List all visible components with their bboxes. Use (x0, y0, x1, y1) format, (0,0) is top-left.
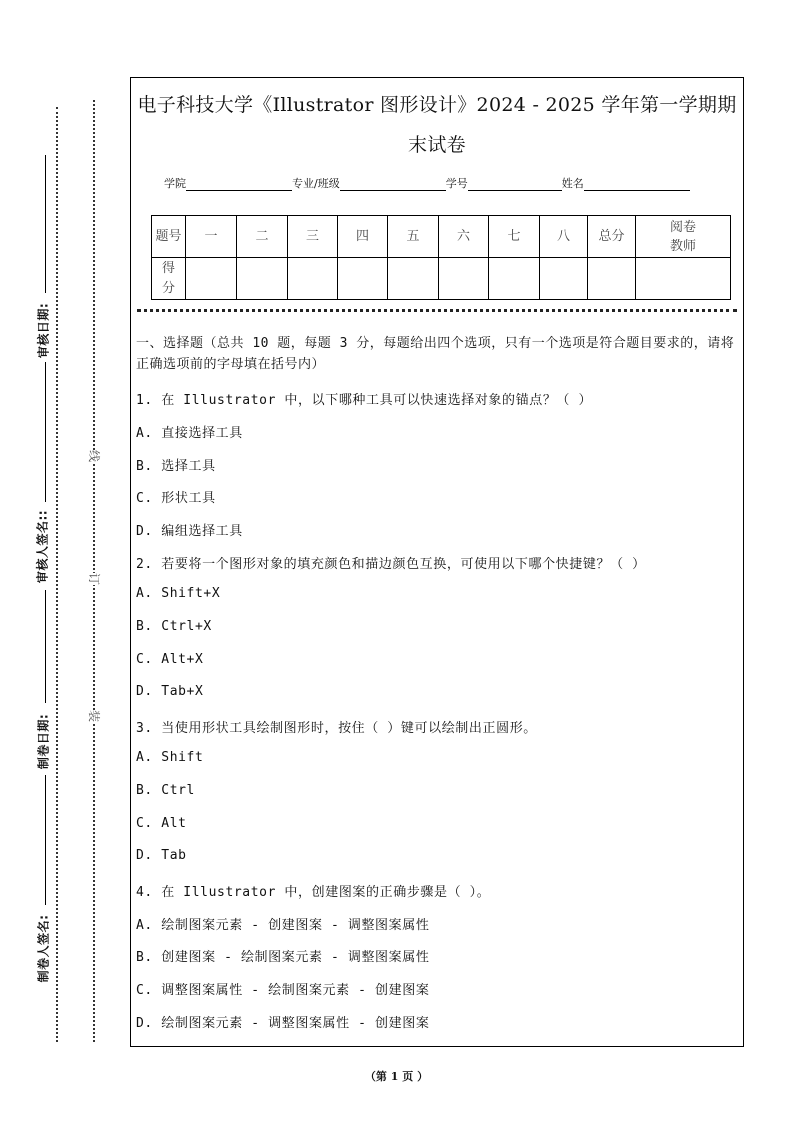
question-3: 3. 当使用形状工具绘制图形时，按住（ ）键可以绘制出正圆形。 (136, 721, 537, 736)
q1-option-d[interactable]: D. 编组选择工具 (136, 524, 243, 539)
q1-option-a[interactable]: A. 直接选择工具 (136, 426, 243, 441)
dotted-separator (137, 309, 737, 312)
signature-line-reviewer (45, 590, 46, 703)
col-header: 八 (540, 216, 588, 258)
row-header-score: 得分 (152, 258, 186, 300)
name-field[interactable] (584, 178, 690, 191)
maker-date-label: 制卷日期: (36, 713, 51, 770)
college-field[interactable] (186, 178, 292, 191)
signature-line-maker-date (45, 775, 46, 905)
q2-option-b[interactable]: B. Ctrl+X (136, 619, 212, 634)
q2-option-c[interactable]: C. Alt+X (136, 652, 204, 667)
score-cell[interactable] (439, 258, 489, 300)
binding-char-zhuang: 装 (87, 709, 102, 723)
student-info-row (164, 175, 690, 191)
maker-signature-label: 制卷人签名: (36, 914, 51, 983)
score-cell-total[interactable] (588, 258, 636, 300)
score-cell[interactable] (338, 258, 388, 300)
q4-option-a[interactable]: A. 绘制图案元素 - 创建图案 - 调整图案属性 (136, 918, 430, 933)
q3-option-d[interactable]: D. Tab (136, 848, 187, 863)
score-cell[interactable] (540, 258, 588, 300)
q4-option-b[interactable]: B. 创建图案 - 绘制图案元素 - 调整图案属性 (136, 950, 430, 965)
q2-option-a[interactable]: A. Shift+X (136, 586, 221, 601)
q3-option-a[interactable]: A. Shift (136, 750, 204, 765)
score-cell[interactable] (288, 258, 338, 300)
score-cell[interactable] (388, 258, 439, 300)
col-header: 五 (388, 216, 439, 258)
exam-title-line2: 末试卷 (408, 134, 466, 156)
col-header: 一 (186, 216, 237, 258)
score-table (151, 215, 731, 300)
name-label: 姓名 (561, 177, 584, 190)
signature-line-review-date-2 (45, 362, 46, 502)
binding-char-ding: 订 (87, 572, 102, 586)
exam-title-line1: 电子科技大学《Illustrator 图形设计》2024 - 2025 学年第一学期期 (137, 94, 737, 116)
col-header: 三 (288, 216, 338, 258)
score-table-score-row (152, 258, 731, 300)
col-header: 七 (489, 216, 540, 258)
row-header-question-number: 题号 (152, 216, 186, 258)
reviewer-signature-label: 审核人签名:: (35, 509, 50, 584)
q1-option-b[interactable]: B. 选择工具 (136, 459, 216, 474)
question-1: 1. 在 Illustrator 中，以下哪种工具可以快速选择对象的锚点？（ ） (136, 393, 593, 408)
score-cell-grader[interactable] (636, 258, 731, 300)
question-4: 4. 在 Illustrator 中，创建图案的正确步骤是（ ）。 (136, 885, 491, 900)
score-cell[interactable] (186, 258, 237, 300)
signature-line-review-date (45, 155, 46, 293)
binding-dotted-line-inner (93, 100, 95, 1042)
student-id-field[interactable] (468, 178, 562, 191)
major-class-label: 专业/班级 (292, 177, 340, 190)
col-header-total: 总分 (588, 216, 636, 258)
binding-dotted-line-outer (56, 107, 58, 1042)
score-cell[interactable] (489, 258, 540, 300)
q1-option-c[interactable]: C. 形状工具 (136, 491, 216, 506)
page-number: （第 1 页 ） (364, 1070, 429, 1083)
exam-paper-frame (130, 77, 744, 1047)
question-2: 2. 若要将一个图形对象的填充颜色和描边颜色互换，可使用以下哪个快捷键？（ ） (136, 557, 646, 572)
score-cell[interactable] (237, 258, 288, 300)
student-id-label: 学号 (445, 177, 468, 190)
col-header: 四 (338, 216, 388, 258)
col-header: 六 (439, 216, 489, 258)
q4-option-d[interactable]: D. 绘制图案元素 - 调整图案属性 - 创建图案 (136, 1016, 430, 1031)
q3-option-b[interactable]: B. Ctrl (136, 783, 195, 798)
section-heading: 一、选择题（总共 10 题，每题 3 分，每题给出四个选项，只有一个选项是符合题目要求的，请将正确选项前的字母填在括号内） (136, 336, 735, 372)
review-date-label: 审核日期: (36, 302, 51, 359)
col-header: 二 (237, 216, 288, 258)
q2-option-d[interactable]: D. Tab+X (136, 684, 204, 699)
q4-option-c[interactable]: C. 调整图案属性 - 绘制图案元素 - 创建图案 (136, 983, 430, 998)
q3-option-c[interactable]: C. Alt (136, 816, 187, 831)
col-header-grader: 阅卷教师 (636, 216, 731, 258)
score-table-header-row (152, 216, 731, 258)
major-class-field[interactable] (340, 178, 446, 191)
college-label: 学院 (164, 177, 186, 190)
binding-char-xian: 线 (87, 449, 102, 463)
